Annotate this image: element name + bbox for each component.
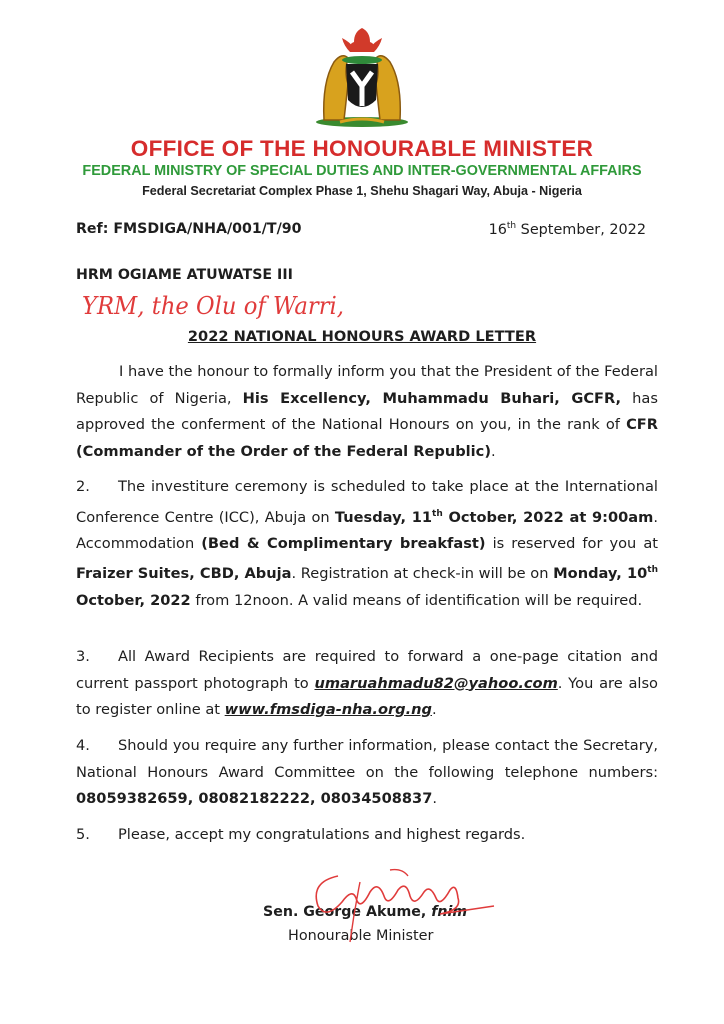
coat-of-arms-icon [304, 22, 420, 130]
phone-numbers: 08059382659, 08082182222, 08034508837 [76, 790, 433, 807]
email-link[interactable]: umaruahmadu82@yahoo.com [314, 674, 558, 692]
paragraph-1: I have the honour to formally inform you that the President of the Federal Republic of Nigeria, His Excellency, Muhammadu Buhari, GCFR, has approved the conferment of the National Honours on you, in the rank of CFR (Commander of the Order of the Federal Republic). [76, 363, 658, 460]
letter-date: 16th September, 2022 [488, 221, 646, 238]
paragraph-3: 3. All Award Recipients are required to forward a one-page citation and current passport photograph to umaruahmadu82@yahoo.com. You are also to register online at www.fmsdiga-nha.org.ng. [76, 648, 658, 718]
paragraph-5: 5. Please, accept my congratulations and highest regards. [76, 826, 526, 843]
ministry-heading: FEDERAL MINISTRY OF SPECIAL DUTIES AND INTER-GOVERNMENTAL AFFAIRS [82, 163, 642, 179]
signatory-name: Sen. George Akume, fnim [263, 904, 468, 920]
office-heading: OFFICE OF THE HONOURABLE MINISTER [130, 136, 594, 161]
letter-title: 2022 NATIONAL HONOURS AWARD LETTER [187, 328, 537, 345]
handwritten-note [80, 286, 350, 326]
website-link[interactable]: www.fmsdiga-nha.org.ng [224, 701, 432, 718]
paragraph-4: 4. Should you require any further information, please contact the Secretary, National Honours Award Committee on the following telephone numbers: 08059382659, 08082182222, 08034508837. [76, 737, 658, 807]
ministry-address: Federal Secretariat Complex Phase 1, Shehu Shagari Way, Abuja - Nigeria [142, 184, 582, 198]
signatory-role: Honourable Minister [288, 928, 434, 944]
addressee: HRM OGIAME ATUWATSE III [76, 267, 293, 283]
handwritten-signature-icon [290, 862, 500, 944]
paragraph-2: 2. The investiture ceremony is scheduled to take place at the International Conference Centre (ICC), Abuja on Tuesday, 11th October, 2022 at 9:00am. Accommodation (Bed & Complimentary breakfast) is reserved for you at Fraizer Suites, CBD, Abuja. Registration at check-in will be on Monday, 10th October, 2022 from 12noon. A valid means of identification will be required. [76, 478, 658, 609]
svg-text:YRM, the Olu of Warri,: YRM, the Olu of Warri, [82, 292, 344, 320]
reference-number: Ref: FMSDIGA/NHA/001/T/90 [76, 221, 302, 237]
